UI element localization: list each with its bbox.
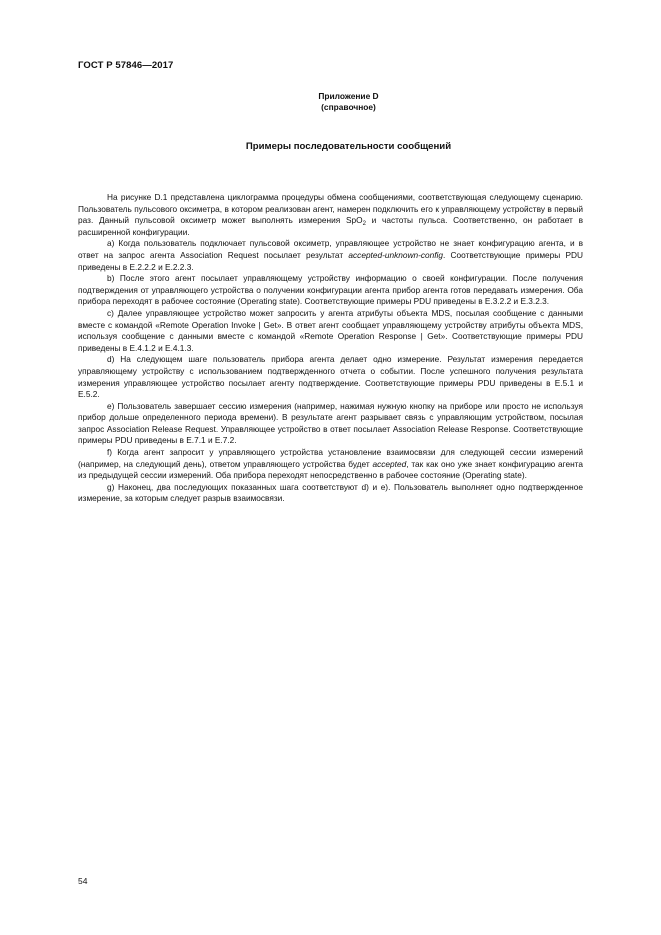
paragraph-f-before: f) Когда агент запросит у управляющего устройства установление взаимосвязи для следующей сессии измерений (например, на следующий день), ответом управляющего устройства будет xyxy=(78,447,583,469)
intro-text-before: На рисунке D.1 представлена циклограмма процедуры обмена сообщениями, соответствующая следующему сценарию. Пользователь пульсового оксиметра, в котором реализован агент, намерен подключить его к управляющему устройству в первый раз. Данный пульсовой оксиметр может выполнять измерения xyxy=(78,192,583,226)
body-text xyxy=(78,192,583,505)
paragraph-f-after: , так как оно уже знает конфигурацию агента из предыдущей сессии измерений. Оба прибора переходят непосредственно в рабочее состояние (Operating state). xyxy=(78,458,583,481)
spo-subscript: 2 xyxy=(362,221,366,228)
paragraph-d: d) На следующем шаге пользователь прибора агента делает одно измерение. Результат измерения передается управляющему устройству с использованием подтвержденного отчета о событии. После успешного получения результата измерения управляющее устройство посылает агенту подтверждение. Соответствующие примеры PDU приведены в E.5.1 и E.5.2. xyxy=(78,354,583,400)
intro-text-after: и частоты пульса. Соответственно, он работает в расширенной конфигурации. xyxy=(78,215,583,237)
paragraph-f-italic: accepted xyxy=(372,458,407,469)
paragraph-intro xyxy=(78,192,583,238)
section-title: Примеры последовательности сообщений xyxy=(245,141,452,152)
paragraph-g: g) Наконец, два последующих показанных шага соответствуют d) и e). Пользователь выполняет одно подтвержденное измерение, за которым следует разрыв взаимосвязи. xyxy=(78,481,583,504)
document-id: ГОСТ Р 57846—2017 xyxy=(78,60,174,71)
annex-type: (справочное) xyxy=(321,102,376,112)
page-number: 54 xyxy=(78,876,88,886)
paragraph-c: c) Далее управляющее устройство может запросить у агента атрибуты объекта MDS, посылая сообщение с данными вместе с командой «Remote Operation Invoke | Get». В ответ агент сообщает управляющему устройству атрибуты объекта MDS, используя сообщение с данными вместе с командой «Remote Operation Response | Get». Соответствующие примеры PDU приведены в E.4.1.2 и E.4.1.3. xyxy=(78,307,583,353)
paragraph-f xyxy=(78,447,583,482)
spo-label: SpO xyxy=(345,215,363,226)
paragraph-b: b) После этого агент посылает управляющему устройству информацию о своей конфигурации. После получения подтверждения от управляющего устройства о получении конфигурации агента прибор агента готов передавать измерения. Оба прибора переходят в рабочее состояние (Operating state). Соответствующие примеры PDU приведены в E.3.2.2 и E.3.2.3. xyxy=(78,273,583,307)
paragraph-a xyxy=(78,238,583,273)
paragraph-a-after: . Соответствующие примеры PDU приведены в E.2.2.2 и E.2.2.3. xyxy=(78,249,583,272)
annex-title: Приложение D xyxy=(318,91,379,101)
paragraph-a-italic: accepted-unknown-config xyxy=(348,249,443,260)
paragraph-e: e) Пользователь завершает сессию измерения (например, нажимая нужную кнопку на приборе или просто не используя прибор дольше определенного периода времени). В результате агент разрывает связь с управляющим устройством, посылая запрос Association Release Request. Управляющее устройство в ответ посылает Association Release Response. Соответствующие примеры PDU приведены в E.7.1 и E.7.2. xyxy=(78,400,583,446)
paragraph-a-before: а) Когда пользователь подключает пульсовой оксиметр, управляющее устройство не знает конфигурацию агента, и в ответ на запрос агента Association Request посылает результат xyxy=(78,238,583,260)
